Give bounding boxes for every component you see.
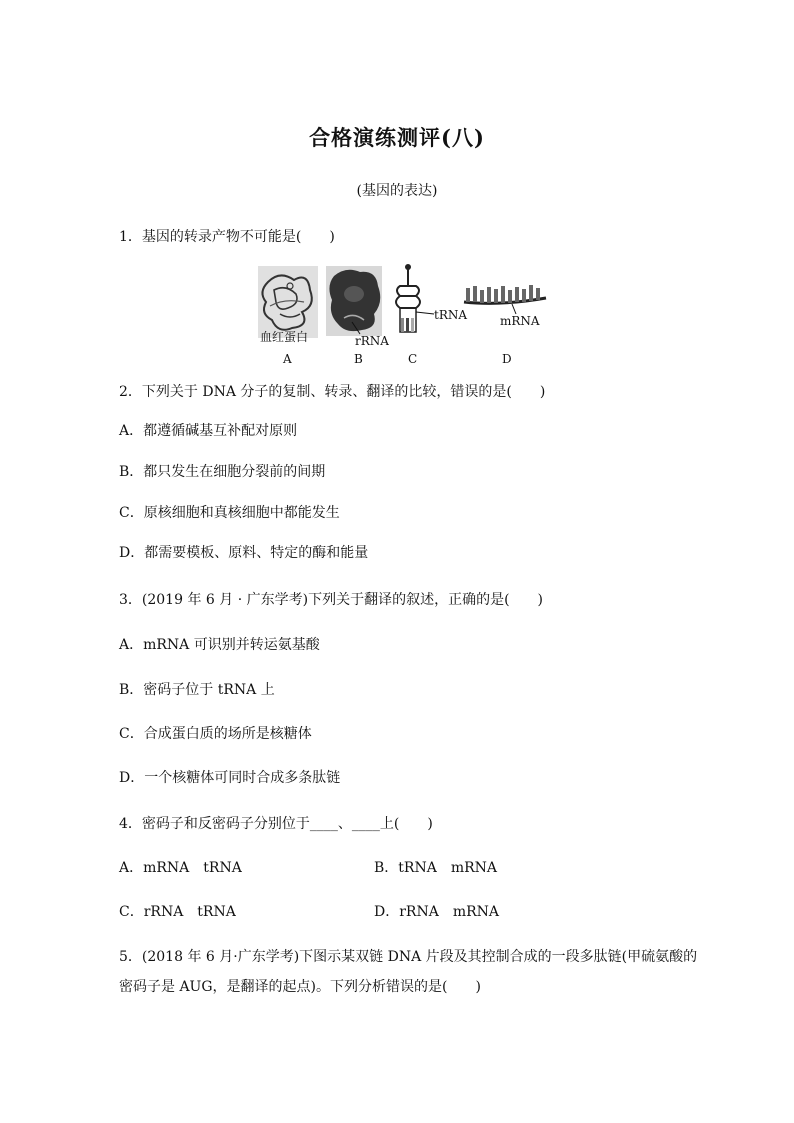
question-4-option-d[interactable]: D．rRNA mRNA [374,904,499,920]
question-4-stem: 4．密码子和反密码子分别位于____、____上( ) [119,816,433,832]
figure-letter-c: C [408,352,418,366]
question-3-option-c[interactable]: C．合成蛋白质的场所是核糖体 [119,726,312,742]
question-3-option-b[interactable]: B．密码子位于 tRNA 上 [119,682,275,698]
rrna-label: rRNA [355,334,389,348]
mrna-image [464,285,546,314]
question-5-stem-line-1: 5．(2018 年 6 月·广东学考)下图示某双链 DNA 片段及其控制合成的一段多肽链(甲硫氨酸的 [119,949,698,965]
trna-image [396,264,434,332]
question-2-option-a[interactable]: A．都遵循碱基互补配对原则 [119,423,298,439]
ribosome-image [326,266,382,336]
trna-label: tRNA [434,308,468,322]
question-3-stem: 3．(2019 年 6 月 · 广东学考)下列关于翻译的叙述，正确的是( ) [119,592,543,608]
question-3-option-d[interactable]: D．一个核糖体可同时合成多条肽链 [119,770,341,786]
figure-letter-d: D [502,352,512,366]
question-2-option-b[interactable]: B．都只发生在细胞分裂前的间期 [119,464,326,480]
question-4-option-b[interactable]: B．tRNA mRNA [374,860,497,876]
question-3-option-a[interactable]: A．mRNA 可识别并转运氨基酸 [119,637,320,653]
figure-letter-a: A [283,352,292,366]
mrna-label: mRNA [500,314,540,328]
page-subtitle: (基因的表达) [356,183,438,199]
question-2-option-c[interactable]: C．原核细胞和真核细胞中都能发生 [119,505,340,521]
question-1-stem: 1．基因的转录产物不可能是( ) [119,229,335,245]
page-title: 合格演练测评(八) [309,125,485,150]
question-2-option-d[interactable]: D．都需要模板、原料、特定的酶和能量 [119,545,369,561]
question-2-stem: 2．下列关于 DNA 分子的复制、转录、翻译的比较，错误的是( ) [119,384,546,400]
question-4-option-c[interactable]: C．rRNA tRNA [119,904,236,920]
question-1-figure [250,262,550,370]
figure-letter-b: B [354,352,363,366]
question-4-option-a[interactable]: A．mRNA tRNA [119,860,242,876]
hemoglobin-label: 血红蛋白 [260,330,309,344]
question-5-stem-line-2: 密码子是 AUG，是翻译的起点)。下列分析错误的是( ) [119,979,481,995]
